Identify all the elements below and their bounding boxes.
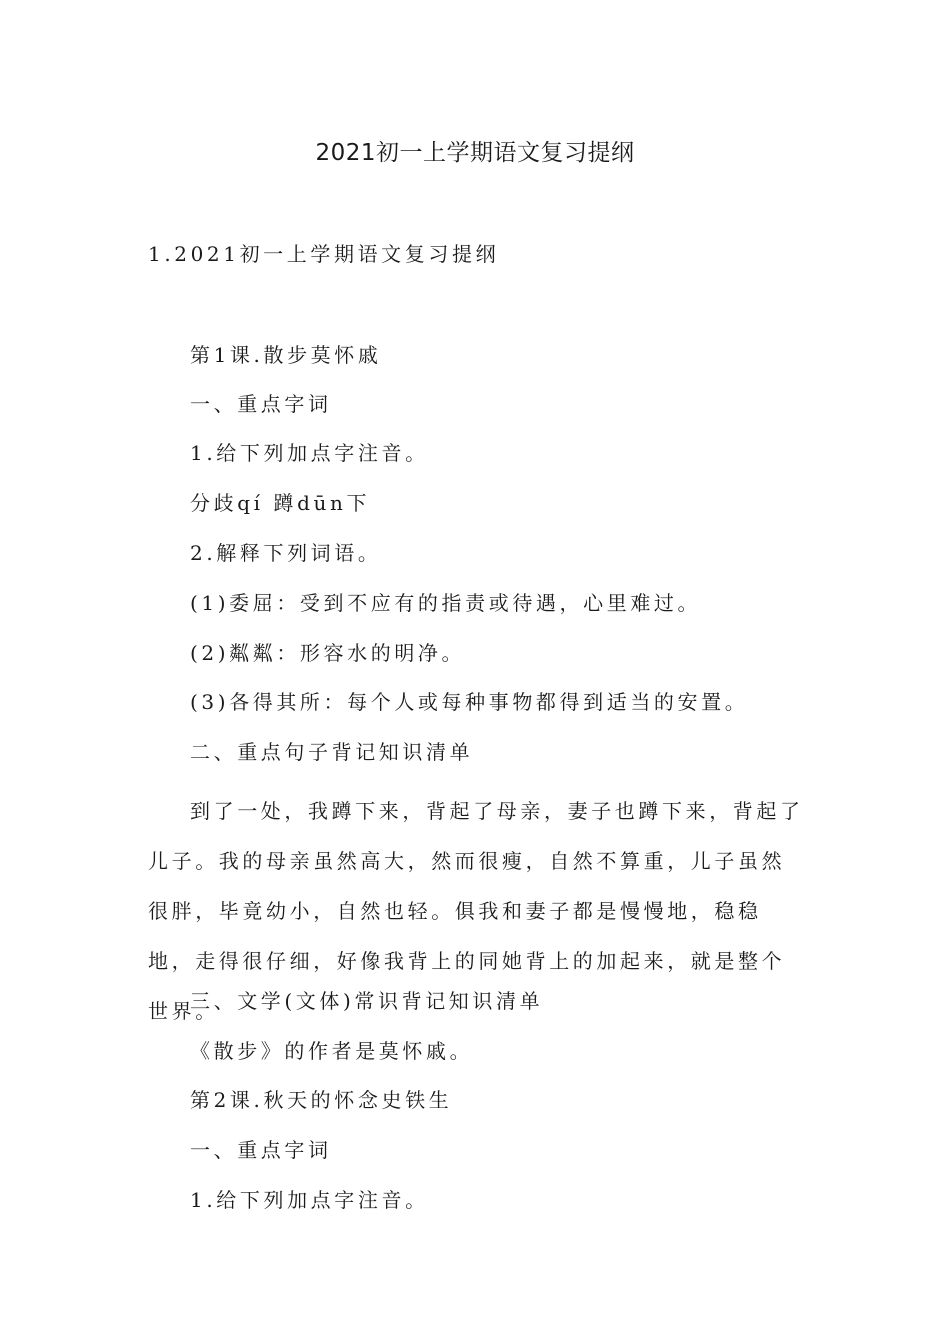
lesson-2-title: 第2课.秋天的怀念史铁生 bbox=[190, 1088, 453, 1112]
definition-1: (1)委屈：受到不应有的指责或待遇，心里难过。 bbox=[190, 591, 702, 615]
question-pinyin-2: 1.给下列加点字注音。 bbox=[190, 1188, 429, 1212]
pinyin-answer: 分歧qí 蹲dūn下 bbox=[190, 491, 371, 515]
subheading-literature: 三、文学(文体)常识背记知识清单 bbox=[190, 989, 544, 1013]
definition-2: (2)粼粼：形容水的明净。 bbox=[190, 641, 466, 665]
subheading-key-words: 一、重点字词 bbox=[190, 392, 332, 416]
subheading-key-words-2: 一、重点字词 bbox=[190, 1138, 332, 1162]
lesson-1-title: 第1课.散步莫怀戚 bbox=[190, 343, 382, 367]
document-title: 2021初一上学期语文复习提纲 bbox=[315, 140, 635, 166]
question-pinyin: 1.给下列加点字注音。 bbox=[190, 441, 429, 465]
subheading-key-sentences: 二、重点句子背记知识清单 bbox=[190, 740, 474, 764]
author-note: 《散步》的作者是莫怀戚。 bbox=[190, 1039, 474, 1063]
section-heading: 1.2021初一上学期语文复习提纲 bbox=[148, 242, 500, 266]
key-sentence-paragraph: 到了一处，我蹲下来，背起了母亲，妻子也蹲下来，背起了儿子。我的母亲虽然高大，然而很瘦，自然不算重，儿子虽然很胖，毕竟幼小，自然也轻。俱我和妻子都是慢慢地，稳稳地，走得很仔细，好像我背上的同她背上的加起来，就是整个世界。 bbox=[148, 799, 804, 1023]
definition-3: (3)各得其所：每个人或每种事物都得到适当的安置。 bbox=[190, 690, 749, 714]
question-explain: 2.解释下列词语。 bbox=[190, 541, 382, 565]
